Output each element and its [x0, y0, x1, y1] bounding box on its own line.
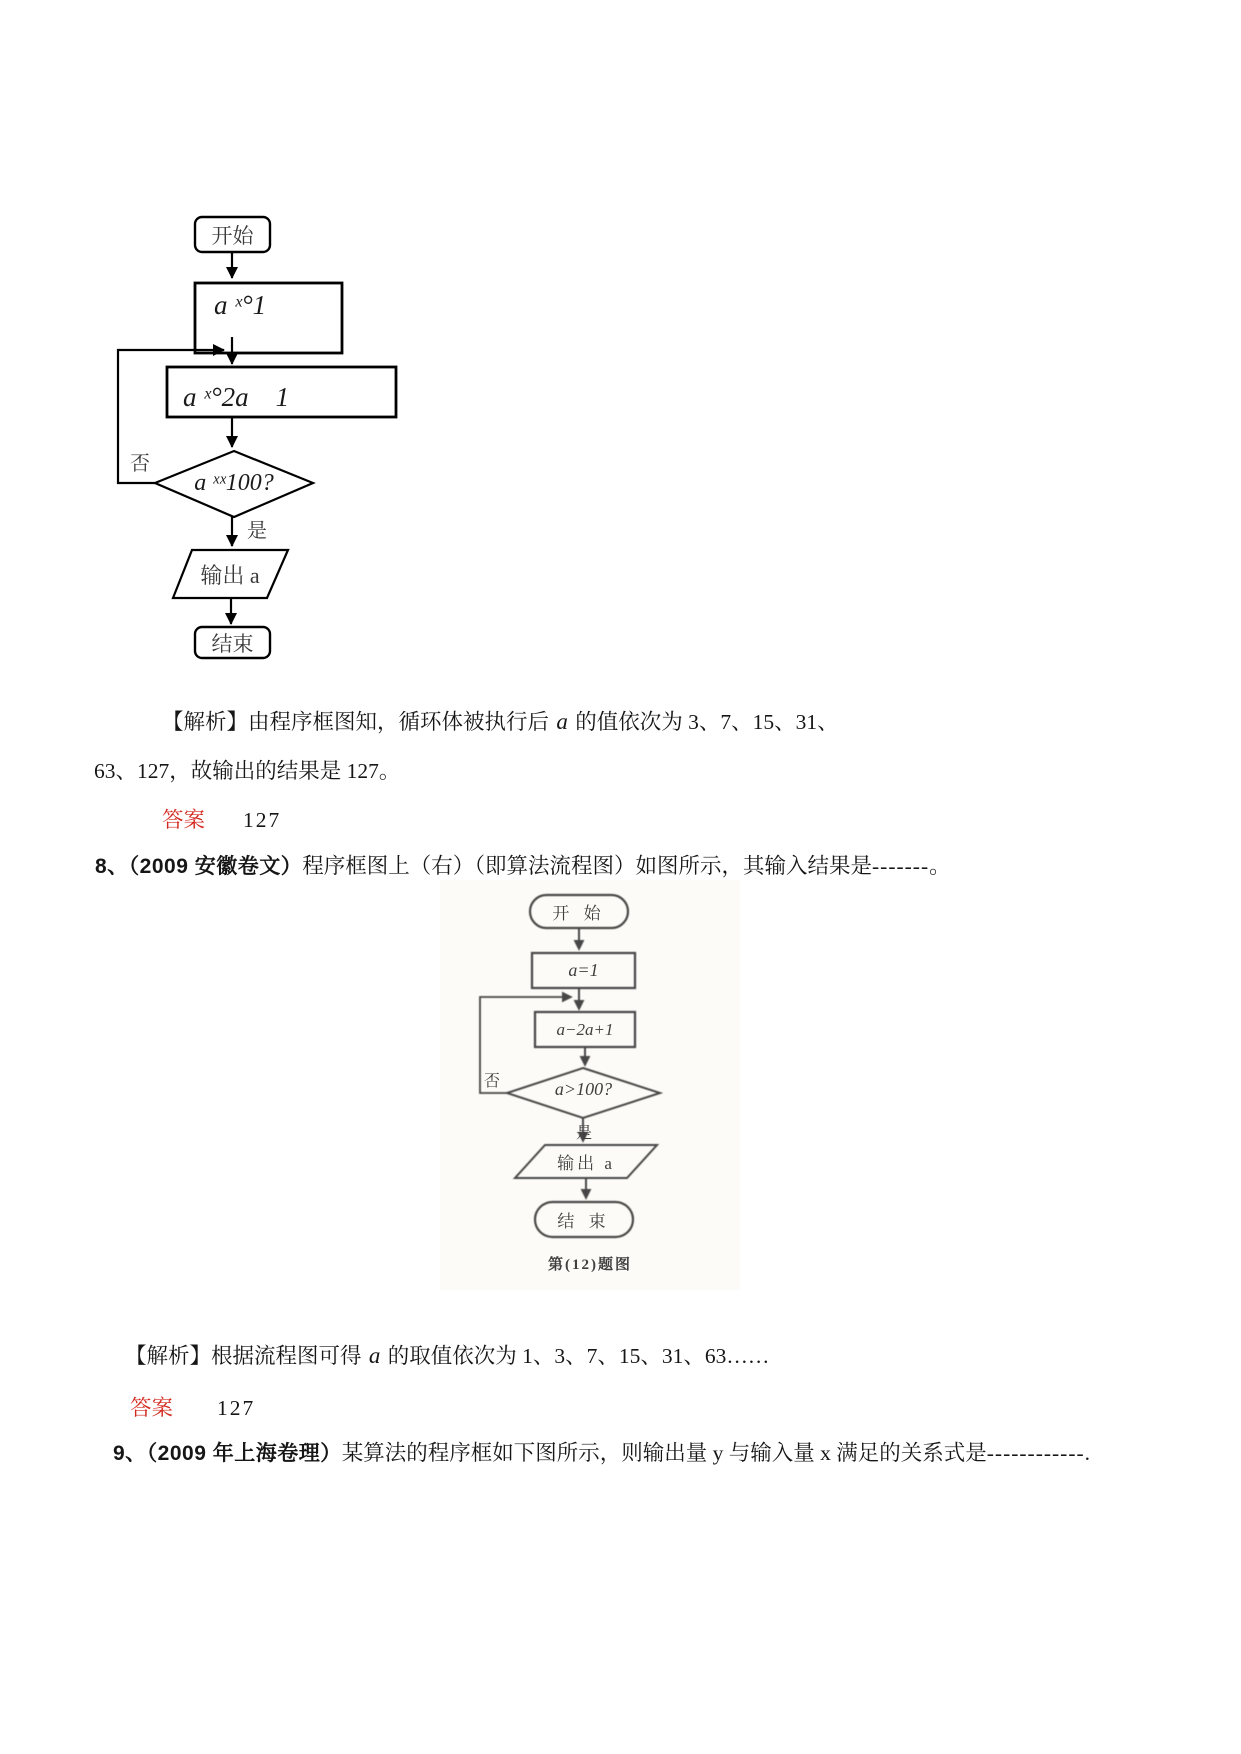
fc1-no-label: 否	[130, 453, 150, 475]
solution7-analysis-line1	[162, 705, 839, 736]
fc2-end-label: 结 束	[557, 1212, 611, 1231]
fc2-output-label: 输出 a	[557, 1154, 615, 1173]
solution8-analysis-suffix: 的取值依次为 1、3、7、15、31、63……	[382, 1344, 770, 1368]
solution8-analysis-prefix: 【解析】根据流程图可得	[125, 1344, 367, 1368]
solution8-answer-line	[130, 1391, 255, 1422]
flowchart-2-figure	[440, 880, 740, 1290]
question9-line	[113, 1436, 1091, 1467]
solution7-analysis-prefix: 【解析】由程序框图知，循环体被执行后	[162, 710, 555, 734]
solution7-answer-line	[162, 803, 281, 834]
solution8-analysis-line	[125, 1339, 769, 1370]
solution7-answer-value: 127	[243, 808, 282, 832]
fc2-assign1-label: a=1	[568, 960, 599, 980]
fc1-output-label: 输出 a	[200, 562, 260, 588]
solution7-analysis-suffix: 的值依次为 3、7、15、31、	[569, 710, 839, 734]
flowchart-1	[50, 190, 410, 680]
fc2-yes-label: 是	[576, 1125, 593, 1142]
fc1-start-label: 开始	[211, 223, 254, 248]
question9-heading: 9、（2009 年上海卷理）	[113, 1442, 342, 1465]
fc1-assign1-label: a ˣ°1	[214, 290, 267, 320]
fc2-assign2-label: a−2a+1	[556, 1019, 614, 1039]
fc2-condition-label: a>100?	[554, 1079, 613, 1099]
fc2-start-label: 开 始	[552, 904, 606, 923]
solution7-analysis-line2: 63、127，故输出的结果是 127。	[94, 759, 401, 783]
solution7-answer-label: 答案	[162, 808, 206, 832]
fc1-yes-label: 是	[247, 520, 267, 542]
question8-line	[95, 849, 952, 880]
solution8-answer-label: 答案	[130, 1396, 174, 1420]
fc2-caption: 第(12)题图	[548, 1257, 632, 1273]
question9-blank: ------------.	[986, 1441, 1092, 1465]
solution8-answer-value: 127	[217, 1396, 256, 1420]
solution8-var-a: a	[368, 1343, 381, 1368]
fc1-end-label: 结束	[211, 631, 254, 656]
question8-blank: -------。	[872, 854, 952, 878]
question8-heading: 8、（2009 安徽卷文）	[95, 855, 303, 878]
fc2-no-label: 否	[484, 1073, 501, 1090]
fc1-condition-label: a ˣˣ100?	[194, 470, 274, 496]
question9-text: 某算法的程序框如下图所示，则输出量 y 与输入量 x 满足的关系式是	[341, 1441, 987, 1465]
fc1-assign2-label: a ˣ°2a 1	[183, 382, 290, 412]
question8-text: 程序框图上（右）（即算法流程图）如图所示，其输入结果是	[302, 854, 872, 878]
solution7-var-a: a	[556, 709, 568, 734]
